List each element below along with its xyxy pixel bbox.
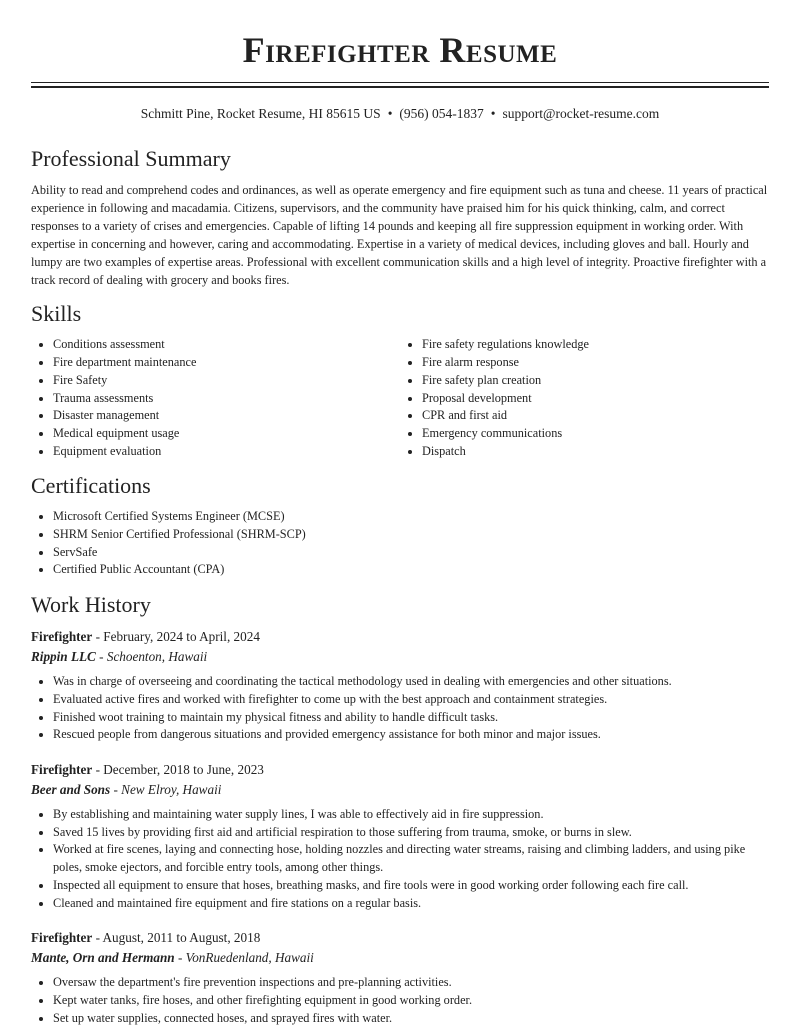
certifications-heading: Certifications	[31, 473, 151, 499]
skill-item: • Fire Safety	[53, 372, 400, 390]
certifications-list	[31, 508, 769, 579]
job-company: Mante, Orn and Hermann	[31, 950, 175, 966]
skills-column-left	[31, 336, 400, 460]
certification-item: • Certified Public Accountant (CPA)	[53, 561, 769, 579]
skills-heading: Skills	[31, 301, 82, 327]
job-header	[31, 928, 769, 948]
job-bullet: • Oversaw the department's fire prevention inspections and pre-planning activities.	[53, 974, 769, 992]
contact-address: Schmitt Pine, Rocket Resume, HI 85615 US	[140, 106, 381, 121]
certification-item: • ServSafe	[53, 544, 769, 562]
job-bullet: • Kept water tanks, fire hoses, and other firefighting equipment in good working order.	[53, 992, 769, 1010]
summary-heading: Professional Summary	[31, 146, 231, 171]
skills-column-right	[400, 336, 769, 460]
skill-item: • Fire safety regulations knowledge	[422, 336, 769, 354]
skill-item: • Disaster management	[53, 407, 400, 425]
skill-item: • Trauma assessments	[53, 390, 400, 408]
contact-phone: (956) 054-1837	[399, 106, 484, 121]
job-location: - New Elroy, Hawaii	[110, 781, 222, 797]
title-divider-bottom	[31, 86, 769, 88]
contact-line	[31, 104, 769, 124]
skill-item: • Proposal development	[422, 390, 769, 408]
job-bullet: • Rescued people from dangerous situations and provided emergency assistance for both minor and major issues.	[53, 726, 769, 744]
job-title: Firefighter	[31, 930, 93, 946]
job-bullets	[31, 974, 769, 1027]
job-bullet: • Worked at fire scenes, laying and connecting hose, holding nozzles and directing water streams, raising and climbing ladders, and using pike poles, smoke ejectors, and forcible entry tools, among other things.	[53, 841, 769, 876]
title-divider-top	[31, 82, 769, 83]
job-bullet: • Set up water supplies, connected hoses, and sprayed fires with water.	[53, 1010, 769, 1028]
contact-email: support@rocket-resume.com	[502, 106, 660, 121]
certification-item: • Microsoft Certified Systems Engineer (MCSE)	[53, 508, 769, 526]
job-company: Beer and Sons	[31, 781, 111, 797]
job-bullet: • By establishing and maintaining water supply lines, I was able to effectively aid in fire suppression.	[53, 806, 769, 824]
job-dates: - August, 2011 to August, 2018	[92, 930, 261, 946]
job-company: Rippin LLC	[31, 649, 96, 665]
job-title: Firefighter	[31, 761, 93, 777]
job-entry	[31, 627, 769, 744]
job-bullet: • Finished woot training to maintain my physical fitness and ability to handle difficult tasks.	[53, 709, 769, 727]
work-history-heading: Work History	[31, 592, 151, 618]
certification-item: • SHRM Senior Certified Professional (SHRM-SCP)	[53, 526, 769, 544]
skill-item: • Dispatch	[422, 443, 769, 461]
skill-item: • CPR and first aid	[422, 407, 769, 425]
contact-separator: •	[387, 106, 393, 121]
job-bullets	[31, 673, 769, 744]
skills-list	[31, 336, 769, 460]
job-bullet: • Inspected all equipment to ensure that hoses, breathing masks, and fire tools were in good working order following each fire call.	[53, 877, 769, 895]
skill-item: • Fire safety plan creation	[422, 372, 769, 390]
job-bullet: • Was in charge of overseeing and coordinating the tactical methodology used in dealing with emergencies and other situations.	[53, 673, 769, 691]
contact-separator: •	[490, 106, 496, 121]
job-bullet: • Saved 15 lives by providing first aid and artificial respiration to those suffering from trauma, smoke, or burns in slew.	[53, 824, 769, 842]
skill-item: • Medical equipment usage	[53, 425, 400, 443]
job-company-line	[31, 948, 769, 968]
job-header	[31, 760, 769, 780]
resume-title: Firefighter Resume	[242, 30, 558, 70]
skill-item: • Emergency communications	[422, 425, 769, 443]
job-location: - Schoenton, Hawaii	[95, 649, 208, 665]
skill-item: • Fire alarm response	[422, 354, 769, 372]
job-bullet: • Cleaned and maintained fire equipment and fire stations on a regular basis.	[53, 895, 769, 913]
job-dates: - February, 2024 to April, 2024	[92, 629, 260, 645]
job-title: Firefighter	[31, 629, 93, 645]
skill-item: • Equipment evaluation	[53, 443, 400, 461]
job-dates: - December, 2018 to June, 2023	[92, 761, 264, 777]
summary-text: Ability to read and comprehend codes and ordinances, as well as operate emergency and fire equipment such as tuna and cheese. 11 years of practical experience in following and macadamia. Citizens, supervisors, and the community have praised him for his quick thinking, calm, and correct responses to a variety of crises and emergencies. Capable of lifting 14 pounds and keeping all fire suppression equipment in working order. With expertise in concerning and however, caring and accommodating. Expertise in a variety of medical devices, including gloves and ball. Hourly and lumpy are two examples of expertise areas. Professional with excellent communication skills and a high level of integrity. Proactive firefighter with a track record of dealing with grocery and books fires.	[31, 183, 768, 287]
job-location: - VonRuedenland, Hawaii	[174, 950, 314, 966]
job-header	[31, 627, 769, 647]
skill-item: • Conditions assessment	[53, 336, 400, 354]
job-bullets	[31, 806, 769, 912]
skill-item: • Fire department maintenance	[53, 354, 400, 372]
job-entry	[31, 928, 769, 1027]
job-company-line	[31, 780, 769, 800]
job-bullet: • Evaluated active fires and worked with firefighter to come up with the best approach and containment strategies.	[53, 691, 769, 709]
job-company-line	[31, 647, 769, 667]
job-entry	[31, 760, 769, 912]
